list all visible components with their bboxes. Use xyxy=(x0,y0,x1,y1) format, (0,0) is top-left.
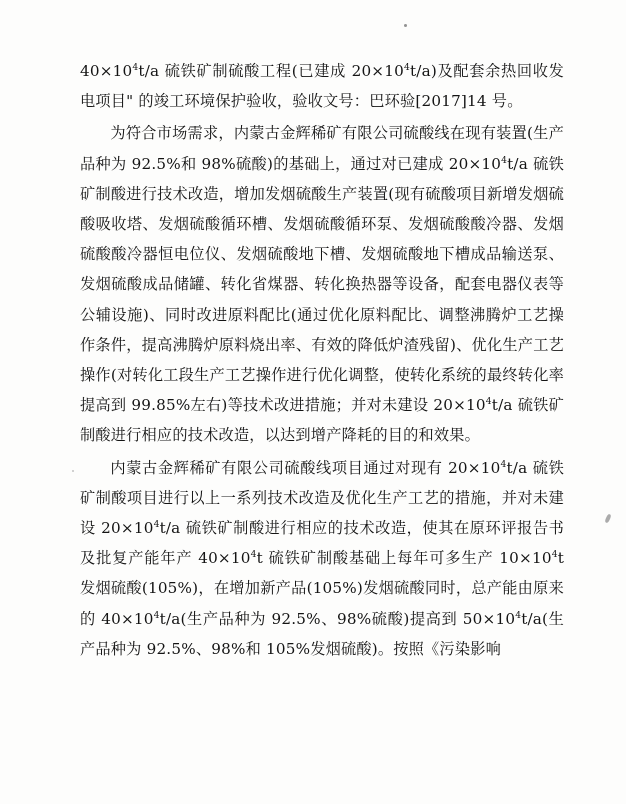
superscript: 4 xyxy=(500,459,507,470)
superscript: 4 xyxy=(132,62,139,73)
superscript: 4 xyxy=(250,550,257,561)
superscript: 4 xyxy=(403,62,410,73)
para-1: $40\times 10^4t/a$ 硫铁矿制硫酸工程(已建成 $20\times 10^4t/a$)及配套余热回收发电项目" 的竣工环境保护验收，验收文号：巴环验[2017]14 号。 xyxy=(80,62,564,111)
scan-speck xyxy=(72,470,74,472)
para-2: 为符合市场需求，内蒙古金辉稀矿有限公司硫酸线在现有装置(生产品种为 92.5%和 98%硫酸)的基础上，通过对已建成 $20\times 10^4t/a$ 硫铁矿制酸进行技术改造，增加发烟硫酸生产装置(现有硫酸项目新增发烟硫酸吸收塔、发烟硫酸循环槽、发烟硫酸循环泵、发烟硫酸酸冷器、发烟硫酸酸冷器恒电位仪、发烟硫酸地下槽、发烟硫酸地下槽成品输送泵、发烟硫酸成品储罐、转化省煤器、转化换热器等设备，配套电器仪表等公辅设施)、同时改进原料配比(通过优化原料配比、调整沸腾炉工艺操作条件，提高沸腾炉原料烧出率、有效的降低炉渣残留)、优化生产工艺操作(对转化工段生产工艺操作进行优化调整，使转化系统的最终转化率提高到 99.85%左右)等技术改进措施；并对未建设 $20\times 10^4t/a$ 硫铁矿制酸进行相应的技术改造，以达到增产降耗的目的和效果。 xyxy=(80,124,564,445)
superscript: 4 xyxy=(551,550,558,561)
superscript: 4 xyxy=(501,155,508,166)
scan-speck xyxy=(404,24,407,27)
scan-speck xyxy=(604,514,611,524)
superscript: 4 xyxy=(485,397,492,408)
document-body xyxy=(80,56,564,664)
para-3: 内蒙古金辉稀矿有限公司硫酸线项目通过对现有 $20\times 10^4t/a$ 硫铁矿制酸项目进行以上一系列技术改造及优化生产工艺的措施，并对未建设 $20\times 10^4t/a$ 硫铁矿制酸进行相应的技术改造，使其在原环评报告书及批复产能年产 $40\times 10^4t$ 硫铁矿制酸基础上每年可多生产 $10\times 10^4t$ 发烟硫酸(105%)，在增加新产品(105%)发烟硫酸同时，总产能由原来的 $40\times 10^4t/a$(生产品种为 92.5%、98%硫酸)提高到 $50\times 10^4t/a$(生产品种为 92.5%、98%和 105%发烟硫酸)。按照《污染影响 xyxy=(80,458,564,658)
superscript: 4 xyxy=(153,519,160,530)
superscript: 4 xyxy=(515,610,522,621)
superscript: 4 xyxy=(153,610,160,621)
